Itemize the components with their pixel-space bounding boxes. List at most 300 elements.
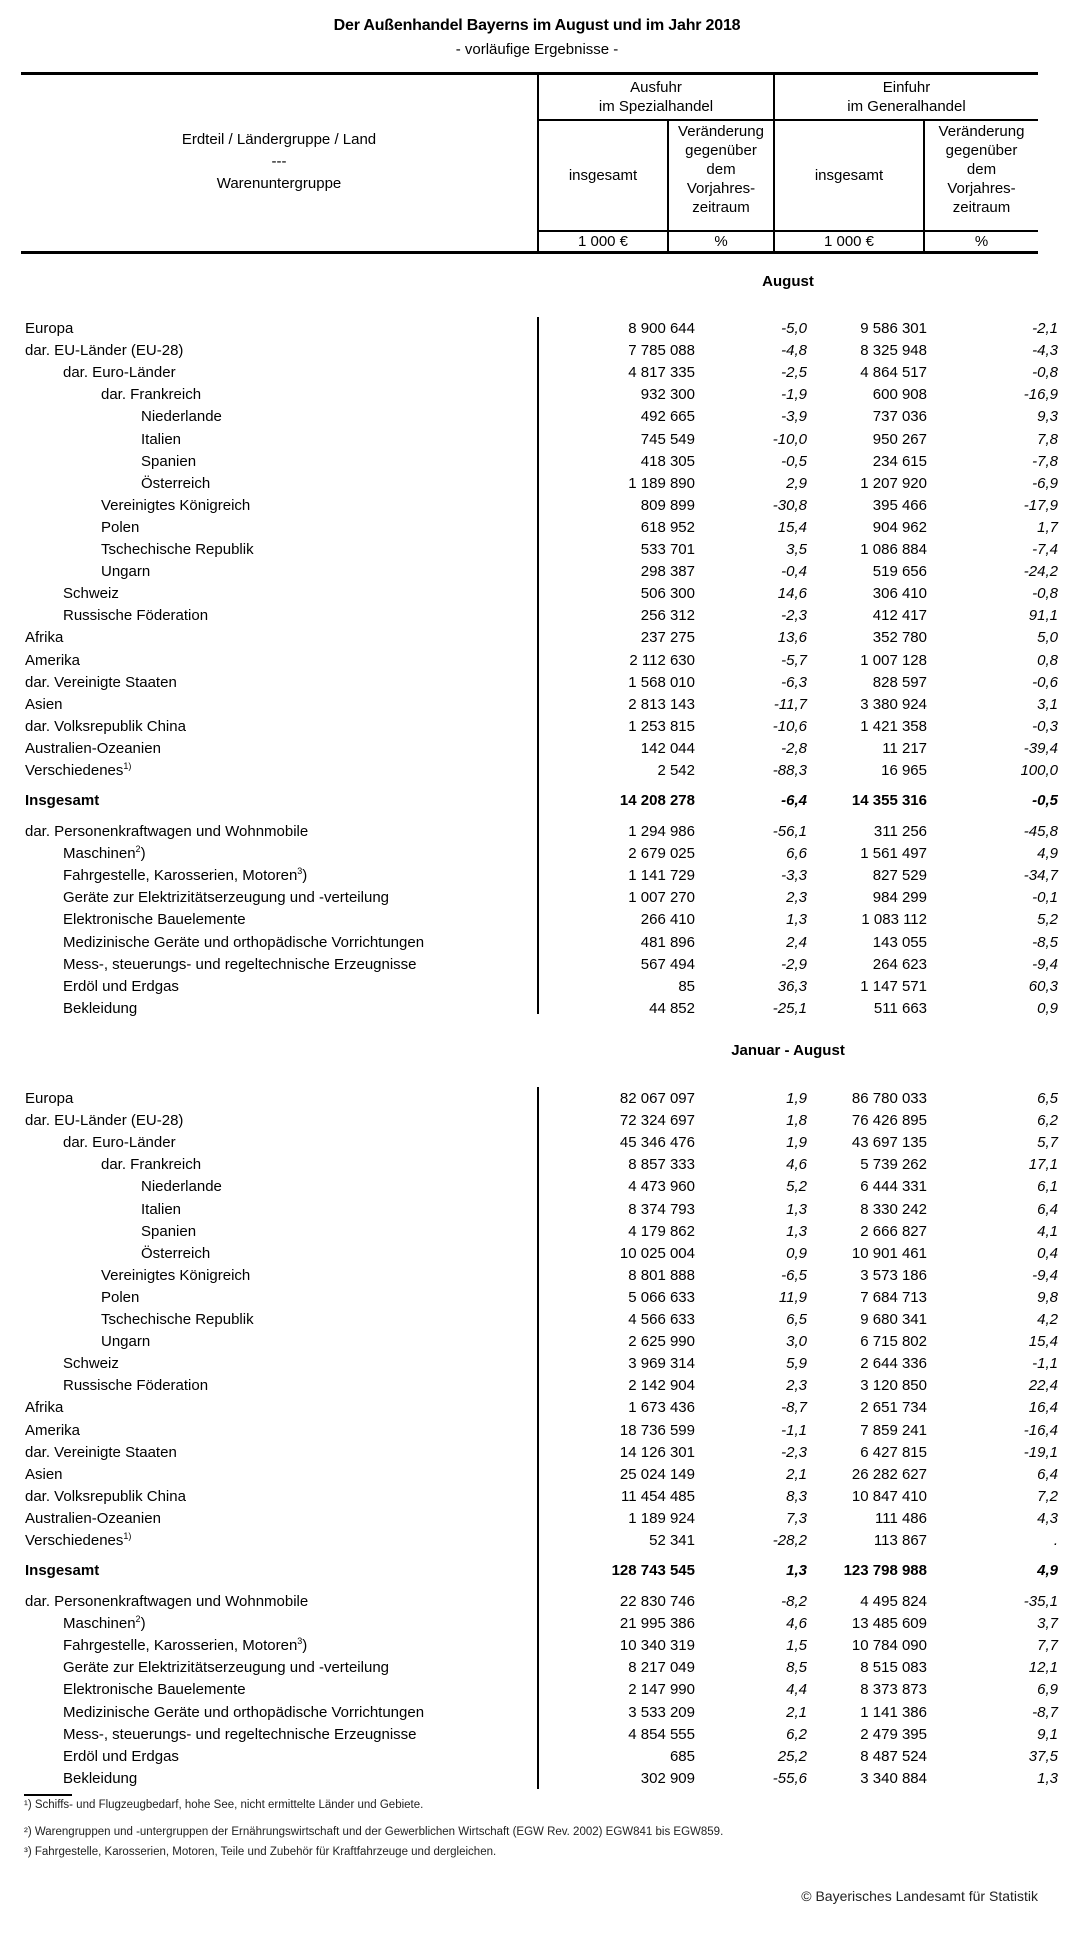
- export-value: 8 217 049: [628, 1659, 695, 1677]
- export-change: -5,0: [781, 320, 807, 337]
- export-value: 618 952: [640, 518, 695, 536]
- table-row: [21, 495, 1058, 517]
- import-value: 7 684 713: [860, 1288, 927, 1306]
- import-change: 6,2: [1037, 1112, 1058, 1130]
- export-change: -30,8: [772, 496, 807, 514]
- change-line4: Vorjahres-: [686, 180, 756, 197]
- table-row: [21, 451, 1058, 473]
- row-label: [63, 1746, 179, 1768]
- row-label-header: [21, 130, 537, 193]
- change-line2: gegenüber: [945, 142, 1018, 159]
- table-row: [21, 583, 1058, 605]
- export-change: 4,6: [786, 1615, 807, 1633]
- export-change: 7,3: [786, 1509, 807, 1527]
- import-value: 1 141 386: [860, 1703, 927, 1721]
- import-value: 600 908: [872, 386, 927, 404]
- export-change: -2,5: [781, 364, 807, 382]
- import-value: 8 515 083: [860, 1659, 927, 1677]
- export-change: 0,9: [786, 1244, 807, 1262]
- export-value: 1 189 924: [628, 1509, 695, 1527]
- export-change: 14,6: [777, 585, 807, 603]
- import-value: 6 715 802: [860, 1333, 927, 1351]
- row-label-text: dar. Vereinigte Staaten: [25, 1443, 177, 1461]
- row-label: [141, 1221, 196, 1243]
- row-label: [63, 887, 389, 909]
- row-label: [141, 473, 210, 495]
- import-change: 22,4: [1028, 1377, 1058, 1395]
- row-label-text: Österreich: [141, 474, 211, 492]
- row-label: [101, 1154, 201, 1176]
- export-change: 6,6: [786, 845, 807, 863]
- export-value: 8 374 793: [628, 1200, 695, 1218]
- table-row: [21, 1221, 1058, 1243]
- footnote-2: ²) Warengruppen und -untergruppen der Ernährungswirtschaft und der Gewerblichen Wirtschaft (EGW Rev. 2002) EGW841 bis EGW859.: [24, 1826, 724, 1838]
- goods-row: [21, 998, 1058, 1020]
- row-label-text: Spanien: [141, 1222, 197, 1240]
- header-group-rule: [538, 119, 1038, 121]
- import-change: 9,3: [1037, 408, 1058, 426]
- row-label-text: dar. Personenkraftwagen und Wohnmobile: [25, 1593, 309, 1610]
- import-value: 43 697 135: [851, 1134, 927, 1152]
- row-label-text: dar. Frankreich: [101, 386, 202, 404]
- import-value: 2 644 336: [860, 1355, 927, 1373]
- export-value: 142 044: [640, 739, 695, 757]
- row-label-text: Russische Föderation: [63, 1377, 209, 1395]
- row-label: [63, 1375, 208, 1397]
- import-change: -24,2: [1023, 563, 1058, 581]
- row-label: [63, 1768, 137, 1790]
- import-change: -0,3: [1032, 717, 1058, 735]
- import-value: 7 859 241: [860, 1421, 927, 1439]
- export-value: 1 673 436: [628, 1399, 695, 1417]
- row-label-text: dar. EU-Länder (EU-28): [25, 342, 184, 360]
- import-value: 8 487 524: [860, 1747, 927, 1765]
- export-change: -11,7: [773, 695, 807, 713]
- export-change: -8,7: [781, 1399, 807, 1417]
- import-change: 1,3: [1037, 1769, 1058, 1787]
- import-change: -17,9: [1023, 496, 1058, 514]
- row-label-text: Niederlande: [141, 408, 222, 426]
- export-value: 4 566 633: [628, 1311, 695, 1328]
- footnote-marker-suffix: ): [302, 867, 308, 885]
- footnote-3: ³) Fahrgestelle, Karosserien, Motoren, Teile und Zubehör für Kraftfahrzeuge und dergleichen.: [24, 1846, 497, 1858]
- row-label-header-line2: ---: [271, 153, 287, 170]
- row-label: [25, 1110, 183, 1132]
- import-change: -4,3: [1032, 342, 1058, 360]
- change-line5: zeitraum: [692, 199, 750, 216]
- row-label-text: Fahrgestelle, Karosserien, Motoren: [63, 1637, 298, 1655]
- import-value: 143 055: [872, 933, 927, 951]
- row-label: [63, 865, 307, 887]
- import-value: 13 485 609: [851, 1615, 927, 1633]
- import-value: 1 147 571: [860, 977, 927, 995]
- import-value: 6 427 815: [860, 1443, 927, 1461]
- table-row: [21, 1110, 1058, 1132]
- import-change: -39,4: [1023, 739, 1058, 757]
- row-label-text: Ungarn: [101, 563, 151, 581]
- row-label: [25, 760, 131, 782]
- import-change: -8,7: [1032, 1703, 1058, 1721]
- row-label: [101, 517, 139, 539]
- import-change: -0,5: [1032, 792, 1058, 809]
- export-value: 21 995 386: [619, 1615, 695, 1633]
- export-change: -6,5: [781, 1266, 807, 1284]
- export-change: -6,3: [781, 673, 807, 691]
- row-label-text: Russische Föderation: [63, 607, 209, 625]
- footnote-marker: 1): [123, 761, 132, 771]
- goods-row: [21, 932, 1058, 954]
- export-change: 4,6: [786, 1156, 807, 1174]
- export-value: 2 142 904: [628, 1377, 695, 1395]
- import-change: -7,8: [1032, 452, 1058, 470]
- export-value: 8 857 333: [628, 1156, 695, 1174]
- section-heading-jan-aug: Januar - August: [731, 1042, 845, 1059]
- row-label-text: Österreich: [141, 1244, 211, 1262]
- export-change: -28,2: [772, 1532, 807, 1549]
- export-value: 1 253 815: [628, 717, 695, 735]
- import-change: 0,4: [1037, 1244, 1058, 1262]
- import-change: 3,1: [1037, 695, 1058, 713]
- import-change: 17,1: [1028, 1156, 1058, 1174]
- page-title: Der Außenhandel Bayerns im August und im Jahr 2018: [333, 17, 741, 34]
- export-change: 2,3: [786, 1377, 807, 1395]
- import-change: -0,8: [1032, 364, 1058, 382]
- import-total-header: insgesamt: [814, 167, 884, 184]
- row-label: [25, 738, 161, 760]
- export-change: 5,2: [786, 1178, 807, 1196]
- row-label-text: Asien: [25, 695, 63, 713]
- export-value: 128 743 545: [611, 1562, 695, 1579]
- export-value: 2 679 025: [628, 845, 695, 863]
- export-value: 14 208 278: [619, 792, 695, 809]
- row-label: [25, 650, 80, 672]
- change-line2: gegenüber: [685, 142, 757, 159]
- row-label-text: Europa: [25, 320, 74, 337]
- table-row: [21, 1331, 1058, 1353]
- row-label-text: Italien: [141, 1200, 182, 1218]
- import-value: 412 417: [872, 607, 927, 625]
- import-value: 16 965: [881, 762, 927, 779]
- import-change: -8,5: [1032, 933, 1058, 951]
- export-change: 6,2: [786, 1725, 807, 1743]
- row-label-text: Medizinische Geräte und orthopädische Vorrichtungen: [63, 1703, 425, 1721]
- total-row: [21, 790, 1058, 812]
- row-label-text: Ungarn: [101, 1333, 151, 1351]
- import-change: -16,4: [1023, 1421, 1058, 1439]
- row-label-text: Asien: [25, 1465, 63, 1483]
- change-line4: Vorjahres-: [947, 180, 1016, 197]
- row-label: [63, 1132, 176, 1154]
- table-row: [21, 1442, 1058, 1464]
- row-label: [63, 998, 137, 1020]
- page-subtitle: - vorläufige Ergebnisse -: [455, 41, 619, 58]
- row-label: [63, 1679, 246, 1701]
- import-change: 0,8: [1037, 651, 1058, 669]
- import-change: 100,0: [1020, 762, 1058, 779]
- export-change: 3,0: [786, 1333, 807, 1351]
- import-change: -1,1: [1032, 1355, 1058, 1373]
- row-label: [25, 1530, 131, 1552]
- export-change: -0,5: [781, 452, 807, 470]
- table-row: [21, 627, 1058, 649]
- export-change: -1,9: [781, 386, 807, 404]
- table-row: [21, 1176, 1058, 1198]
- table-row: [21, 1420, 1058, 1442]
- copyright-notice: © Bayerisches Landesamt für Statistik: [801, 1888, 1038, 1904]
- export-value: 1 141 729: [628, 867, 695, 885]
- export-change: -2,9: [781, 955, 807, 973]
- import-value: 1 086 884: [860, 541, 927, 558]
- row-label: [101, 561, 150, 583]
- export-value: 4 473 960: [628, 1178, 695, 1196]
- import-value: 519 656: [872, 563, 927, 581]
- export-value: 506 300: [640, 585, 695, 603]
- import-change: 4,2: [1037, 1311, 1058, 1328]
- row-label: [141, 429, 181, 451]
- import-value: 4 864 517: [860, 364, 927, 382]
- import-value: 9 680 341: [860, 1311, 927, 1328]
- import-value: 4 495 824: [860, 1593, 927, 1610]
- goods-row: [21, 1591, 1058, 1613]
- export-value: 14 126 301: [619, 1443, 695, 1461]
- row-label-text: Polen: [101, 1288, 140, 1306]
- import-value: 311 256: [873, 823, 927, 840]
- export-value: 2 112 630: [629, 651, 695, 669]
- import-change: 5,0: [1037, 629, 1058, 647]
- export-value: 4 854 555: [628, 1725, 695, 1743]
- export-change: -10,0: [772, 430, 807, 448]
- row-label-text: Elektronische Bauelemente: [63, 911, 246, 929]
- import-change: 9,1: [1037, 1725, 1058, 1743]
- export-value: 85: [678, 977, 695, 995]
- export-change: -6,4: [781, 792, 807, 809]
- row-label: [25, 1560, 99, 1582]
- row-label-text: Niederlande: [141, 1178, 222, 1196]
- export-change: 1,9: [786, 1090, 807, 1107]
- row-label-text: Schweiz: [63, 585, 119, 603]
- row-label: [101, 1265, 250, 1287]
- import-change: 60,3: [1028, 977, 1058, 995]
- row-label-text: Spanien: [141, 452, 197, 470]
- row-label-text: Erdöl und Erdgas: [63, 977, 179, 995]
- row-label-text: Insgesamt: [25, 1562, 100, 1579]
- export-change: -25,1: [772, 999, 807, 1017]
- row-label: [63, 605, 208, 627]
- table-row: [21, 561, 1058, 583]
- import-value: 2 479 395: [860, 1725, 927, 1743]
- row-label-text: Fahrgestelle, Karosserien, Motoren: [63, 867, 298, 885]
- export-group-header: [539, 78, 773, 116]
- row-label: [25, 318, 73, 340]
- row-label-text: Medizinische Geräte und orthopädische Vorrichtungen: [63, 933, 425, 951]
- row-label-text: Vereinigtes Königreich: [101, 1266, 251, 1284]
- row-label: [101, 384, 201, 406]
- export-value: 256 312: [640, 607, 695, 625]
- export-change: 6,5: [786, 1311, 807, 1328]
- footnote-marker-suffix: ): [140, 1615, 146, 1633]
- row-label-text: Insgesamt: [25, 792, 100, 809]
- footnote-marker: 3: [297, 866, 303, 877]
- export-value: 45 346 476: [619, 1134, 695, 1152]
- table-row: [21, 1088, 1058, 1110]
- export-value: 809 899: [640, 496, 695, 514]
- export-value: 1 007 270: [628, 889, 695, 907]
- import-value: 6 444 331: [860, 1178, 927, 1196]
- row-label-text: Geräte zur Elektrizitätserzeugung und -verteilung: [63, 889, 390, 907]
- goods-row: [21, 865, 1058, 887]
- row-label: [101, 539, 254, 561]
- export-change: -3,3: [781, 867, 807, 885]
- import-change: -35,1: [1023, 1593, 1058, 1610]
- import-value: 123 798 988: [843, 1562, 927, 1579]
- row-label-text: Geräte zur Elektrizitätserzeugung und -verteilung: [63, 1659, 390, 1677]
- row-label: [63, 1657, 389, 1679]
- export-change: 3,5: [786, 541, 807, 558]
- import-value: 10 901 461: [851, 1244, 927, 1262]
- header-bottom-rule: [21, 251, 1038, 254]
- export-value: 7 785 088: [628, 342, 695, 360]
- table-row: [21, 1132, 1058, 1154]
- goods-row: [21, 1724, 1058, 1746]
- import-change: -34,7: [1023, 867, 1058, 885]
- row-label: [141, 406, 222, 428]
- import-value: 950 267: [872, 430, 927, 448]
- export-value: 533 701: [640, 541, 695, 558]
- import-change: 12,1: [1028, 1659, 1058, 1677]
- row-label: [141, 1199, 181, 1221]
- import-value: 111 486: [875, 1509, 927, 1527]
- row-label-text: Schweiz: [63, 1355, 119, 1373]
- import-value: 3 573 186: [860, 1266, 927, 1284]
- import-value: 352 780: [872, 629, 927, 647]
- export-change: 4,4: [786, 1681, 807, 1699]
- import-value: 511 663: [873, 999, 927, 1017]
- export-value: 4 179 862: [628, 1222, 695, 1240]
- table-row: [21, 539, 1058, 561]
- row-label-text: dar. Volksrepublik China: [25, 717, 186, 735]
- export-change: 11,9: [778, 1288, 807, 1306]
- export-change: 2,9: [786, 474, 807, 492]
- export-change: -5,7: [781, 651, 807, 669]
- row-label-text: dar. Frankreich: [101, 1156, 202, 1174]
- import-change: 1,7: [1037, 518, 1058, 536]
- row-label: [25, 821, 308, 843]
- export-value: 3 533 209: [628, 1703, 695, 1721]
- row-label-text: dar. Vereinigte Staaten: [25, 673, 177, 691]
- import-change: -0,1: [1032, 889, 1058, 907]
- import-value: 9 586 301: [860, 320, 927, 337]
- import-change: -6,9: [1032, 474, 1058, 492]
- export-total-header: insgesamt: [568, 167, 638, 184]
- row-label-text: Vereinigtes Königreich: [101, 496, 251, 514]
- table-row: [21, 694, 1058, 716]
- export-change: 8,5: [786, 1659, 807, 1677]
- export-value: 25 024 149: [619, 1465, 695, 1483]
- export-value: 10 025 004: [619, 1244, 695, 1262]
- table-row: [21, 340, 1058, 362]
- import-change: -2,1: [1032, 320, 1058, 337]
- import-group-line2: im Generalhandel: [847, 98, 966, 115]
- export-change: -3,9: [781, 408, 807, 426]
- import-change: 37,5: [1028, 1747, 1058, 1765]
- table-row: [21, 738, 1058, 760]
- export-value: 2 813 143: [628, 695, 695, 713]
- export-change: 2,4: [786, 933, 807, 951]
- import-group-header: [775, 78, 1038, 116]
- goods-row: [21, 887, 1058, 909]
- row-label: [25, 1486, 186, 1508]
- table-row: [21, 1265, 1058, 1287]
- export-value: 52 341: [649, 1532, 695, 1549]
- import-change: 16,4: [1028, 1399, 1058, 1417]
- import-value: 984 299: [872, 889, 927, 907]
- export-group-line2: im Spezialhandel: [598, 98, 714, 115]
- goods-row: [21, 1702, 1058, 1724]
- import-change-header: [925, 122, 1038, 217]
- import-value: 827 529: [872, 867, 927, 885]
- export-change: 1,9: [786, 1134, 807, 1152]
- import-value: 8 325 948: [860, 342, 927, 360]
- row-label: [25, 1088, 73, 1110]
- table-row: [21, 1486, 1058, 1508]
- export-value: 302 909: [640, 1769, 695, 1787]
- row-label: [63, 1613, 146, 1635]
- export-value: 44 852: [649, 999, 695, 1017]
- table-row: [21, 1309, 1058, 1331]
- export-change: 25,2: [777, 1747, 807, 1765]
- import-change: -19,1: [1023, 1443, 1058, 1461]
- export-change: 8,3: [786, 1487, 807, 1505]
- row-label: [101, 1331, 150, 1353]
- header-top-rule: [21, 72, 1038, 75]
- import-change: 3,7: [1037, 1615, 1058, 1633]
- export-value: 567 494: [640, 955, 695, 973]
- export-value: 72 324 697: [619, 1112, 695, 1130]
- export-value: 298 387: [640, 563, 695, 581]
- export-change: 2,1: [786, 1465, 807, 1483]
- change-line1: Veränderung: [938, 123, 1025, 140]
- footnote-rule: [24, 1794, 72, 1796]
- import-value: 264 623: [872, 955, 927, 973]
- goods-row: [21, 954, 1058, 976]
- goods-row: [21, 1613, 1058, 1635]
- footnote-marker: 2: [135, 844, 141, 855]
- export-value: 237 275: [640, 629, 695, 647]
- import-value: 1 207 920: [860, 474, 927, 492]
- import-change: -0,6: [1032, 673, 1058, 691]
- row-label: [63, 362, 176, 384]
- row-label: [63, 909, 246, 931]
- export-change: -2,8: [781, 739, 807, 757]
- row-label-text: Australien-Ozeanien: [25, 739, 161, 757]
- table-row: [21, 1397, 1058, 1419]
- import-change: 4,9: [1037, 845, 1058, 863]
- change-line5: zeitraum: [952, 199, 1011, 216]
- table-row: [21, 318, 1058, 340]
- table-row: [21, 1353, 1058, 1375]
- import-value: 234 615: [872, 452, 927, 470]
- goods-row: [21, 1635, 1058, 1657]
- change-line3: dem: [966, 161, 997, 178]
- row-label-text: dar. EU-Länder (EU-28): [25, 1112, 184, 1130]
- export-change: 2,3: [786, 889, 807, 907]
- import-change: 4,1: [1037, 1222, 1058, 1240]
- export-change: 1,3: [786, 1222, 807, 1240]
- table-row: [21, 362, 1058, 384]
- row-label-text: Italien: [141, 430, 182, 448]
- row-label: [141, 1176, 222, 1198]
- import-value: 86 780 033: [851, 1090, 927, 1107]
